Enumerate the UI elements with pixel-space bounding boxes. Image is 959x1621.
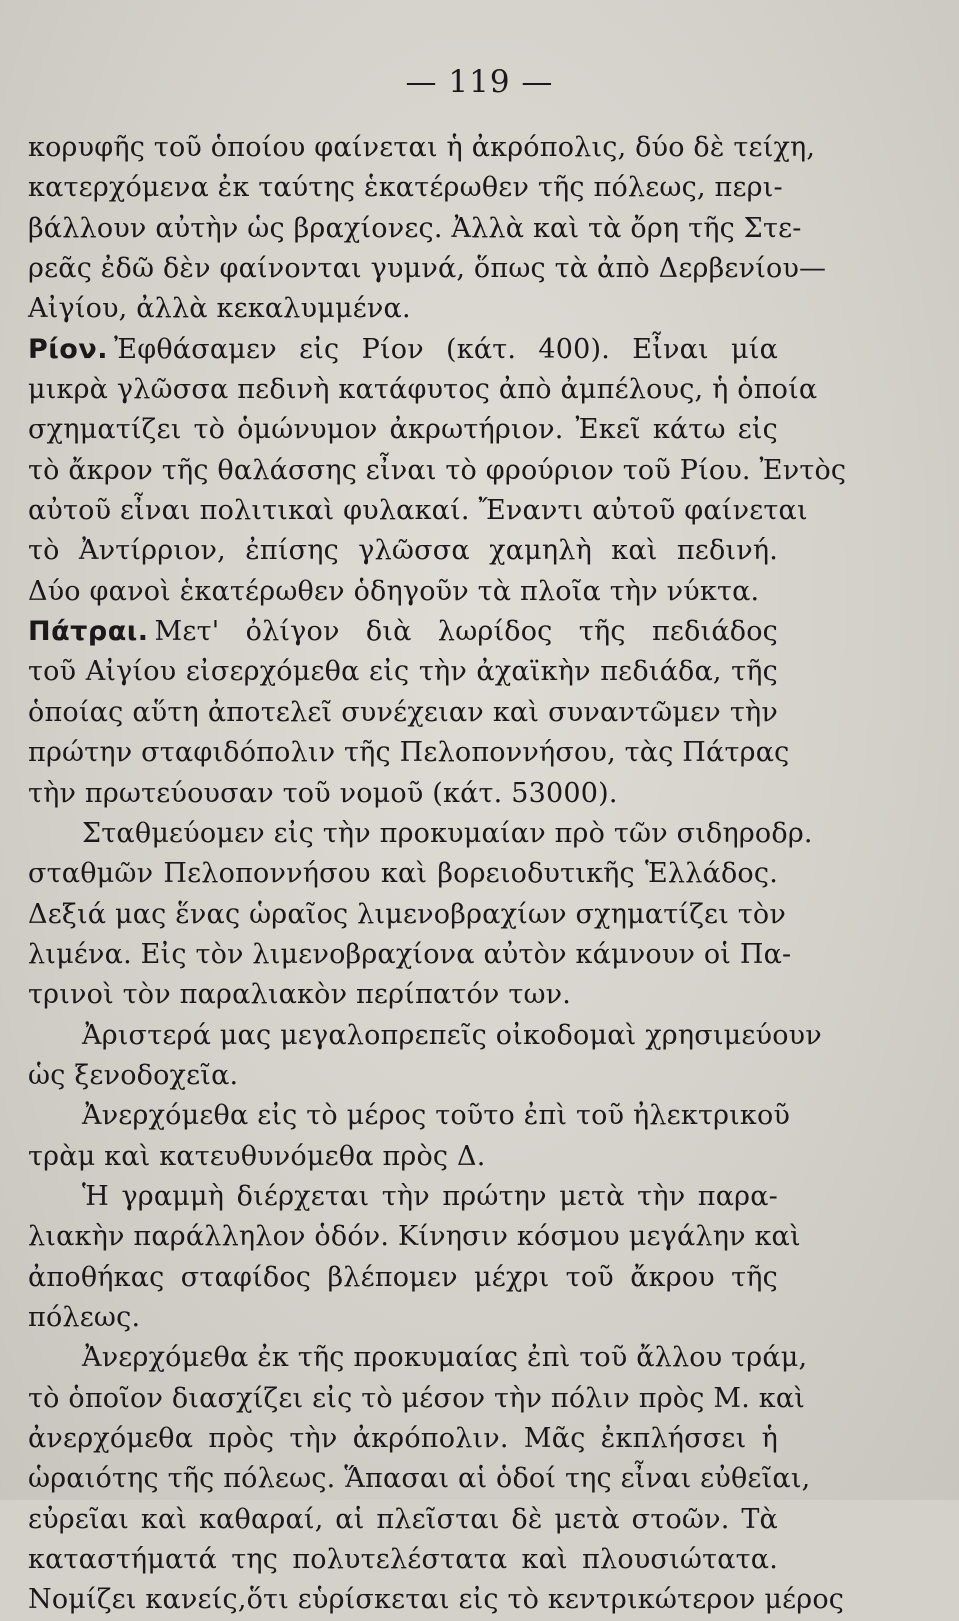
line-text: ὁποίας αὕτη ἀποτελεῖ συνέχειαν καὶ συναντῶμεν τὴν bbox=[28, 696, 778, 728]
line-text: Δύο φανοὶ ἑκατέρωθεν ὁδηγοῦν τὰ πλοῖα τὴν νύκτα. bbox=[28, 575, 760, 607]
text-line bbox=[28, 774, 778, 814]
text-line bbox=[28, 572, 778, 612]
body-text bbox=[28, 128, 847, 1621]
text-line bbox=[28, 975, 778, 1015]
text-line bbox=[28, 531, 778, 571]
text-line bbox=[28, 1258, 778, 1298]
text-line bbox=[28, 652, 778, 692]
line-text: εὐρεῖαι καὶ καθαραί, αἱ πλεῖσται δὲ μετὰ στοῶν. Τὰ bbox=[28, 1503, 778, 1535]
text-line bbox=[28, 814, 813, 854]
line-text: Ἐφθάσαμεν εἰς Ρίον (κάτ. 400). Εἶναι μία bbox=[114, 333, 778, 365]
text-line bbox=[28, 1580, 845, 1620]
line-text: βάλλουν αὐτὴν ὡς βραχίονες. Ἀλλὰ καὶ τὰ ὄρη τῆς Στε- bbox=[28, 212, 802, 244]
line-text: Δεξιά μας ἕνας ὡραῖος λιμενοβραχίων σχηματίζει τὸν bbox=[28, 898, 786, 930]
text-line bbox=[28, 289, 778, 329]
text-line bbox=[28, 1177, 778, 1217]
line-text: τὸ Ἀντίρριον, ἐπίσης γλῶσσα χαμηλὴ καὶ πεδινή. bbox=[28, 535, 778, 567]
line-text: πόλεως. bbox=[28, 1301, 141, 1333]
text-line bbox=[28, 491, 808, 531]
text-line bbox=[28, 693, 778, 733]
line-text: Νομίζει κανείς,ὅτι εὑρίσκεται εἰς τὸ κεντρικώτερον μέρος bbox=[28, 1584, 845, 1616]
text-line bbox=[28, 1540, 778, 1580]
line-text: κορυφῆς τοῦ ὁποίου φαίνεται ἡ ἀκρόπολις, δύο δὲ τείχη, bbox=[28, 132, 816, 163]
text-line bbox=[28, 733, 790, 773]
text-line bbox=[28, 128, 816, 168]
line-text: καταστήματά της πολυτελέστατα καὶ πλουσιώτατα. bbox=[28, 1544, 778, 1576]
line-text: λιμένα. Εἰς τὸν λιμενοβραχίονα αὐτὸν κάμνουν οἱ Πα- bbox=[28, 938, 792, 970]
text-line bbox=[28, 410, 778, 450]
section-heading-line bbox=[28, 330, 778, 370]
line-text: κατερχόμενα ἐκ ταύτης ἑκατέρωθεν τῆς πόλεως, περι- bbox=[28, 172, 783, 204]
text-line bbox=[28, 1500, 778, 1540]
text-line bbox=[28, 1056, 778, 1096]
text-line bbox=[28, 895, 786, 935]
text-line bbox=[28, 1137, 778, 1177]
line-text: Ἡ γραμμὴ διέρχεται τὴν πρώτην μετὰ τὴν παρα- bbox=[82, 1180, 778, 1212]
line-text: Μετ' ὀλίγον διὰ λωρίδος τῆς πεδιάδος bbox=[154, 616, 778, 648]
line-text: τὸ ἄκρον τῆς θαλάσσης εἶναι τὸ φρούριον τοῦ Ρίου. Ἐντὸς bbox=[28, 454, 847, 486]
line-text: Ἀνερχόμεθα εἰς τὸ μέρος τοῦτο ἐπὶ τοῦ ἠλεκτρικοῦ bbox=[82, 1100, 791, 1132]
line-text: ἀνερχόμεθα πρὸς τὴν ἀκρόπολιν. Μᾶς ἐκπλήσσει ἡ bbox=[28, 1423, 778, 1454]
line-text: λιακὴν παράλληλον ὁδόν. Κίνησιν κόσμου μεγάλην καὶ bbox=[28, 1221, 801, 1253]
text-line bbox=[28, 1016, 822, 1056]
text-line bbox=[28, 209, 802, 249]
text-line bbox=[28, 935, 792, 975]
text-line bbox=[28, 1338, 808, 1378]
line-text: Αἰγίου, ἀλλὰ κεκαλυμμένα. bbox=[28, 293, 411, 325]
text-line bbox=[28, 168, 783, 208]
line-text: τὸ ὁποῖον διασχίζει εἰς τὸ μέσον τὴν πόλιν πρὸς Μ. καὶ bbox=[28, 1382, 806, 1414]
section-heading: Ρίον. bbox=[28, 333, 109, 365]
text-line bbox=[28, 854, 778, 894]
page-number: — 119 — bbox=[405, 64, 554, 100]
text-line bbox=[28, 370, 818, 410]
text-line bbox=[28, 1459, 811, 1499]
line-text: ἀποθήκας σταφίδος βλέπομεν μέχρι τοῦ ἄκρου τῆς bbox=[28, 1261, 778, 1293]
line-text: μικρὰ γλῶσσα πεδινὴ κατάφυτος ἀπὸ ἀμπέλους, ἡ ὁποία bbox=[28, 374, 818, 406]
line-text: ρεᾶς ἐδῶ δὲν φαίνονται γυμνά, ὅπως τὰ ἀπὸ Δερβενίου— bbox=[28, 253, 827, 285]
text-line bbox=[28, 451, 847, 491]
text-line bbox=[28, 1419, 778, 1459]
text-line bbox=[28, 249, 827, 289]
line-text: Ἀνερχόμεθα ἐκ τῆς προκυμαίας ἐπὶ τοῦ ἄλλου τράμ, bbox=[82, 1342, 808, 1374]
line-text: σχηματίζει τὸ ὁμώνυμον ἀκρωτήριον. Ἐκεῖ κάτω εἰς bbox=[28, 414, 778, 446]
text-line bbox=[28, 1298, 778, 1338]
line-text: Σταθμεύομεν εἰς τὴν προκυμαίαν πρὸ τῶν σιδηροδρ. bbox=[82, 817, 813, 849]
line-text: ὡραιότης τῆς πόλεως. Ἅπασαι αἱ ὁδοί της εἶναι εὐθεῖαι, bbox=[28, 1463, 811, 1495]
section-heading: Πάτραι. bbox=[28, 616, 149, 648]
text-line bbox=[28, 1217, 801, 1257]
line-text: ὡς ξενοδοχεῖα. bbox=[28, 1059, 239, 1091]
line-text: σταθμῶν Πελοποννήσου καὶ βορειοδυτικῆς Ἑλλάδος. bbox=[28, 858, 778, 890]
line-text: αὐτοῦ εἶναι πολιτικαὶ φυλακαί. Ἔναντι αὐτοῦ φαίνεται bbox=[28, 495, 808, 527]
line-text: τὴν πρωτεύουσαν τοῦ νομοῦ (κάτ. 53000). bbox=[28, 777, 618, 809]
line-text: τρινοὶ τὸν παραλιακὸν περίπατόν των. bbox=[28, 979, 572, 1011]
line-text: Ἀριστερά μας μεγαλοπρεπεῖς οἰκοδομαὶ χρησιμεύουν bbox=[82, 1019, 822, 1051]
text-line bbox=[28, 1379, 806, 1419]
text-line bbox=[28, 1096, 791, 1136]
section-heading-line bbox=[28, 612, 778, 652]
line-text: τρὰμ καὶ κατευθυνόμεθα πρὸς Δ. bbox=[28, 1140, 486, 1172]
line-text: τοῦ Αἰγίου εἰσερχόμεθα εἰς τὴν ἀχαϊκὴν πεδιάδα, τῆς bbox=[28, 656, 778, 688]
line-text: πρώτην σταφιδόπολιν τῆς Πελοποννήσου, τὰς Πάτρας bbox=[28, 737, 790, 769]
